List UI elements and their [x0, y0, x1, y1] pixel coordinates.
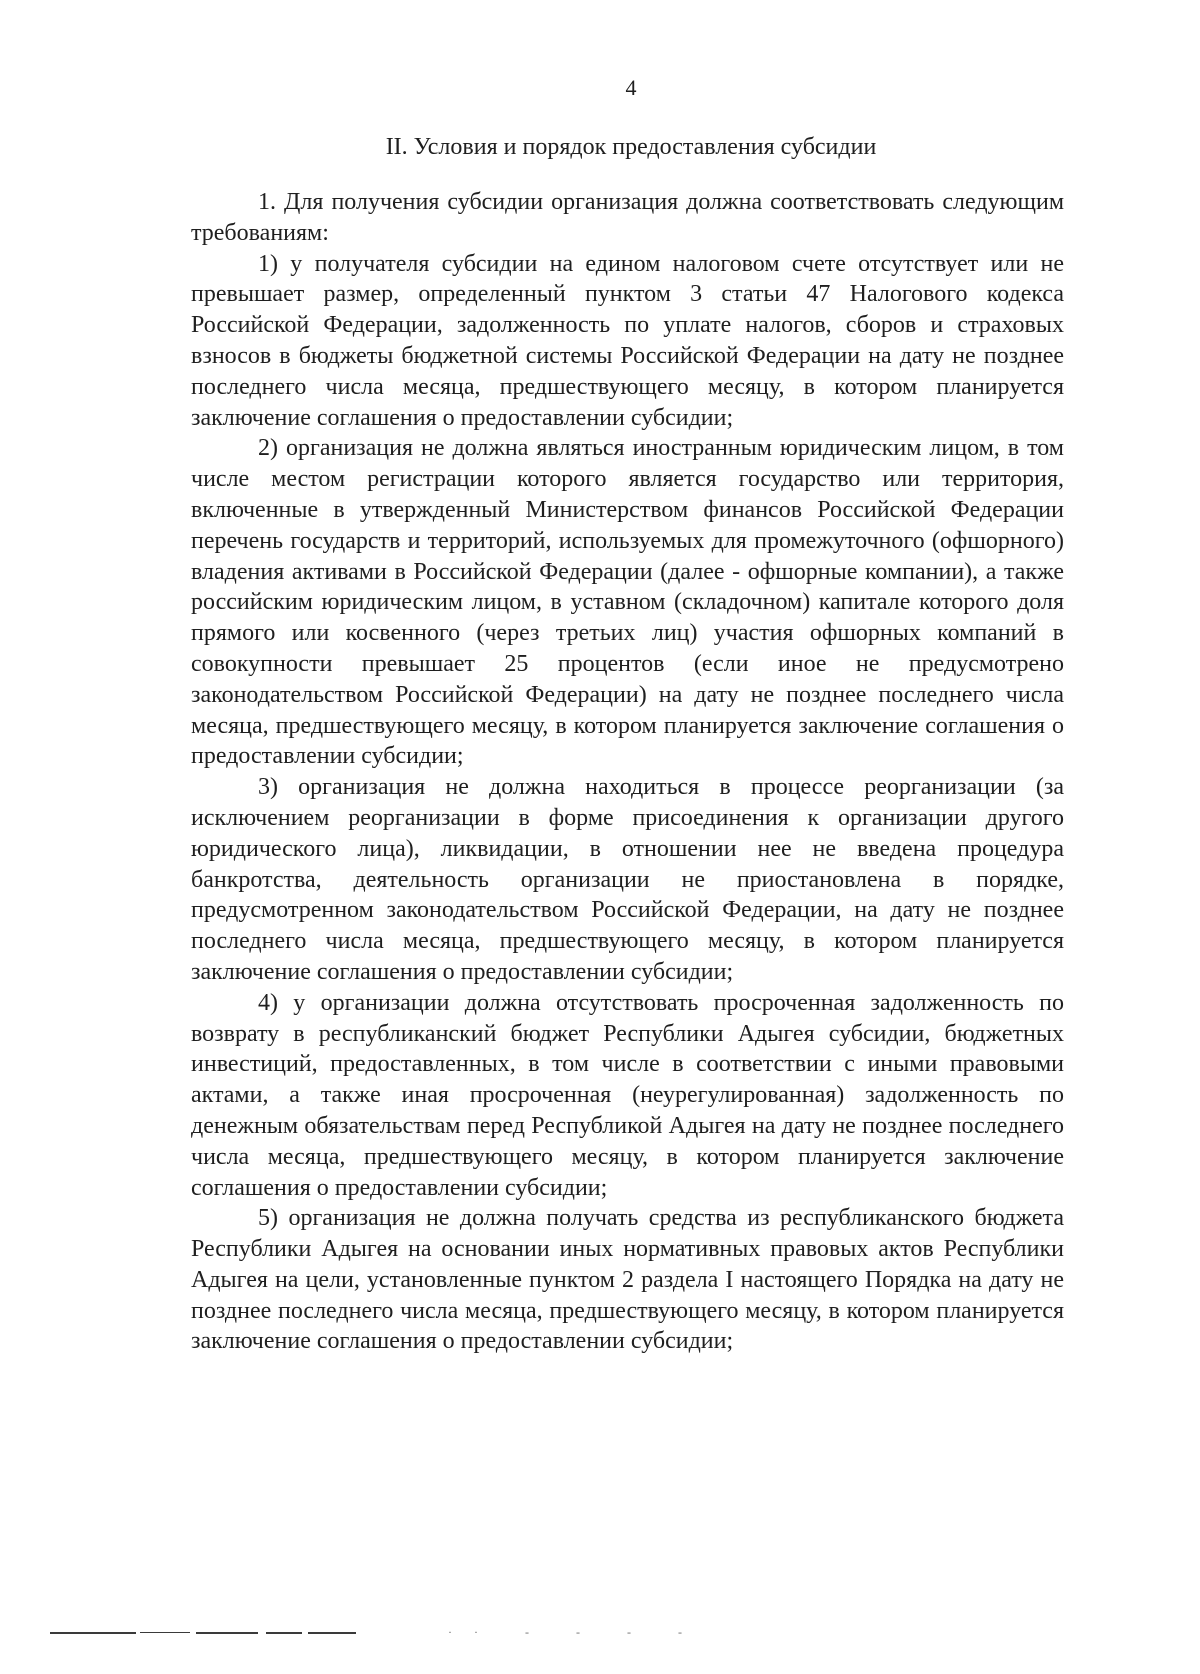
- document-body: [191, 187, 1064, 1357]
- footer-rule-segment: [196, 1632, 258, 1634]
- footer-rule-segment: [308, 1632, 356, 1634]
- scan-artifact-dots: ·· - - - -: [448, 1625, 704, 1639]
- page-number: 4: [625, 75, 637, 100]
- paragraph-requirements-intro: 1. Для получения субсидии организация должна соответствовать следующим требованиям:: [191, 189, 1064, 246]
- paragraph-requirement-2: 2) организация не должна являться иностранным юридическим лицом, в том числе местом регистрации которого является государство или территория, включенные в утвержденный Министерством финансов Российской Федерации перечень государств и территорий, используемых для промежуточного (офшорного) владения активами в Российской Федерации (далее - офшорные компании), а также российским юридическим лицом, в уставном (складочном) капитале которого доля прямого или косвенного (через третьих лиц) участия офшорных компаний в совокупности превышает 25 процентов (если иное не предусмотрено законодательством Российской Федерации) на дату не позднее последнего числа месяца, предшествующего месяцу, в котором планируется заключение соглашения о предоставлении субсидии;: [191, 435, 1064, 770]
- section-title: II. Условия и порядок предоставления субсидии: [385, 134, 877, 160]
- footer-rule-segment: [266, 1632, 302, 1634]
- paragraph-requirement-5: 5) организация не должна получать средства из республиканского бюджета Республики Адыгея на основании иных нормативных правовых актов Республики Адыгея на цели, установленные пунктом 2 раздела I настоящего Порядка на дату не позднее последнего числа месяца, предшествующего месяцу, в котором планируется заключение соглашения о предоставлении субсидии;: [191, 1205, 1064, 1355]
- footer-rule-segment: [140, 1632, 190, 1633]
- paragraph-requirement-1: 1) у получателя субсидии на едином налоговом счете отсутствует или не превышает размер, определенный пунктом 3 статьи 47 Налогового кодекса Российской Федерации, задолженность по уплате налогов, сборов и страховых взносов в бюджеты бюджетной системы Российской Федерации на дату не позднее последнего числа месяца, предшествующего месяцу, в котором планируется заключение соглашения о предоставлении субсидии;: [191, 250, 1064, 431]
- paragraph-requirement-4: 4) у организации должна отсутствовать просроченная задолженность по возврату в республиканский бюджет Республики Адыгея субсидии, бюджетных инвестиций, предоставленных, в том числе в соответствии с иными правовыми актами, а также иная просроченная (неурегулированная) задолженность по денежным обязательствам перед Республикой Адыгея на дату не позднее последнего числа месяца, предшествующего месяцу, в котором планируется заключение соглашения о предоставлении субсидии;: [191, 989, 1064, 1201]
- paragraph-requirement-3: 3) организация не должна находиться в процессе реорганизации (за исключением реорганизации в форме присоединения к организации другого юридического лица), ликвидации, в отношении нее не введена процедура банкротства, деятельность организации не приостановлена в порядке, предусмотренном законодательством Российской Федерации, на дату не позднее последнего числа месяца, предшествующего месяцу, в котором планируется заключение соглашения о предоставлении субсидии;: [191, 774, 1064, 985]
- footer-rule-segment: [50, 1632, 136, 1634]
